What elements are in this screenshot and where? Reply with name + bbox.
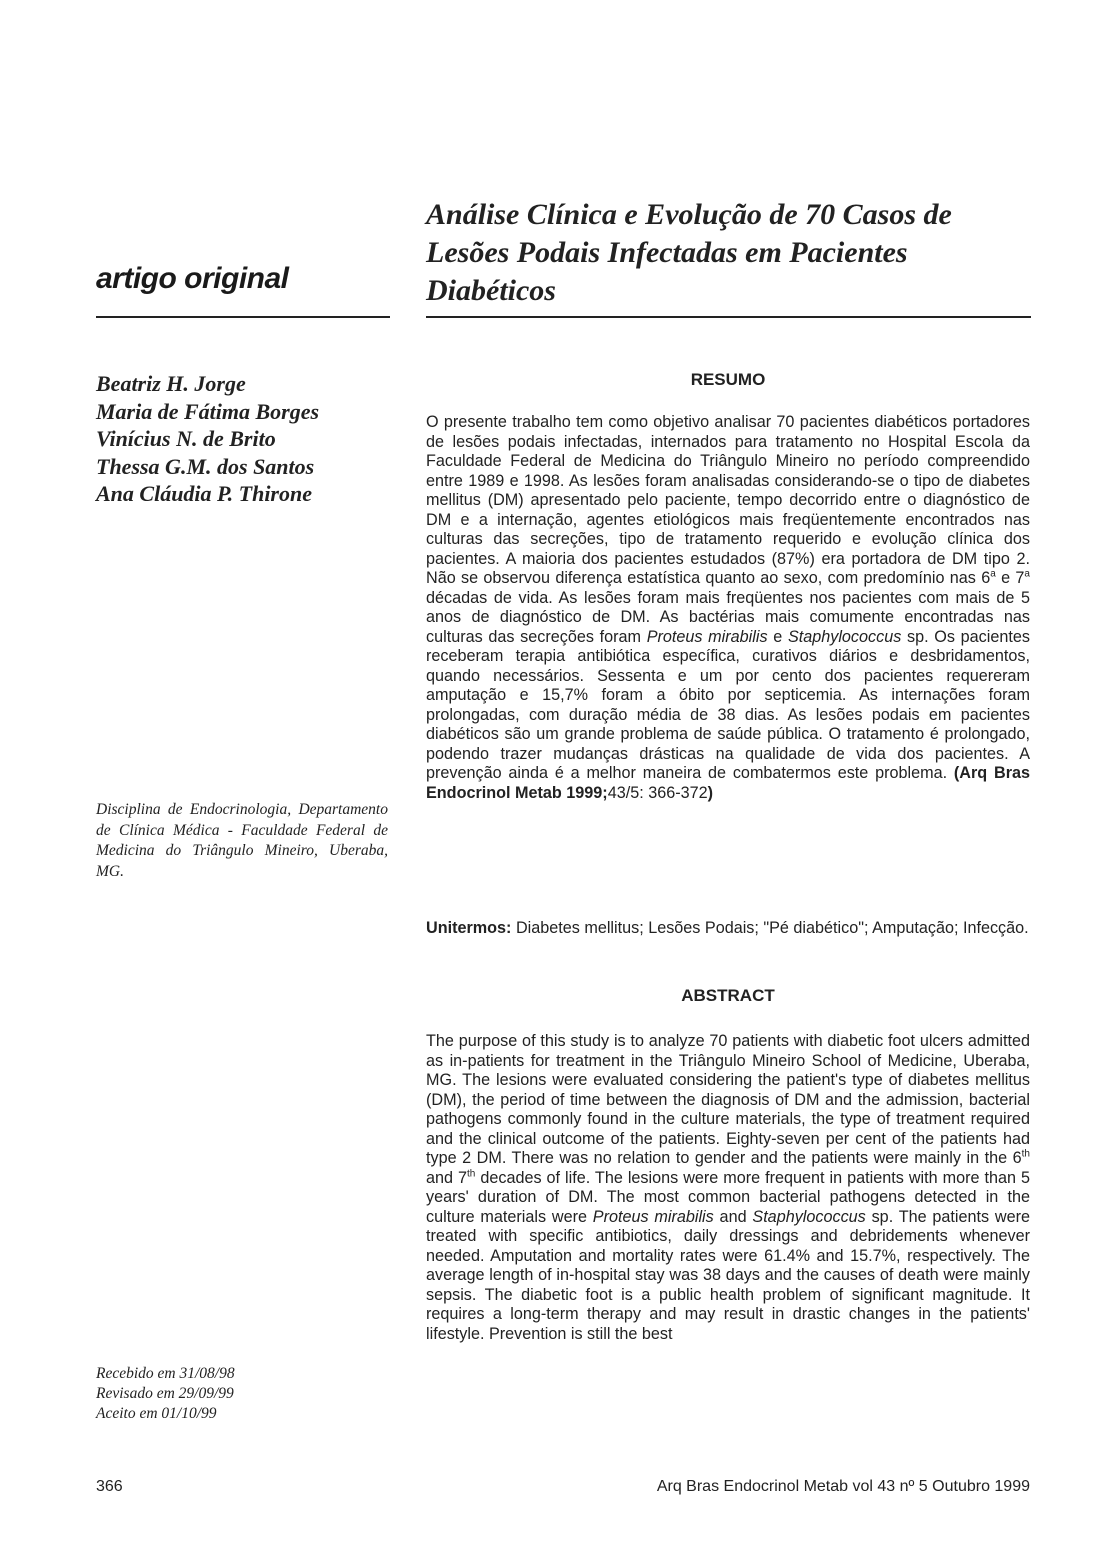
right-rule <box>426 316 1031 318</box>
organism-name: Staphylococcus <box>787 627 902 646</box>
ordinal: a <box>990 568 996 580</box>
abstract-text: decades of life. The lesions were more frequent in patients with more than 5 years' duration of DM. The most common bacterial pathogens detected in the culture materials were <box>426 1168 1030 1226</box>
affiliation: Disciplina de Endocrinologia, Departamento de Clínica Médica - Faculdade Federal de Medicina do Triângulo Mineiro, Uberaba, MG. <box>96 801 388 880</box>
author: Thessa G.M. dos Santos <box>96 453 315 479</box>
abstract-text: The purpose of this study is to analyze 70 patients with diabetic foot ulcers admitted as in-patients for treatment in the Triângulo Mineiro School of Medicine, Uberaba, MG. The lesions were evaluated considering the patient's type of diabetes mellitus (DM), the period of time between the diagnosis of DM and the admission, bacterial pathogens commonly found in the culture materials, the type of treatment required and the clinical outcome of the patients. Eighty-seven per cent of the patients had type 2 DM. There was no relation to gender and the patients were mainly in the 6 <box>426 1032 1030 1167</box>
ordinal: th <box>467 1168 476 1180</box>
journal-citation-close: ) <box>707 783 714 802</box>
organism-name: Staphylococcus <box>752 1207 866 1226</box>
author: Maria de Fátima Borges <box>96 398 320 424</box>
page-number: 366 <box>96 1478 123 1495</box>
author: Ana Cláudia P. Thirone <box>96 481 312 506</box>
resumo-text: e <box>767 627 788 646</box>
left-rule <box>96 316 390 318</box>
unitermos <box>426 919 1030 939</box>
resumo-text: O presente trabalho tem como objetivo analisar 70 pacientes diabéticos portadores de lesões podais infectadas, internados para tratamento no Hospital Escola da Faculdade Federal de Medicina do Triângulo Mineiro no período compreendido entre 1989 e 1998. As lesões foram analisadas considerando-se o tipo de diabetes mellitus (DM) apresentado pelo paciente, tempo decorrido entre o diagnóstico de DM e a internação, agentes etiológicos mais freqüentemente encontrados nas culturas das secreções, tipo de tratamento requerido e evolução clínica dos pacientes. A maioria dos pacientes estudados (87%) era portadora de DM tipo 2. Não se observou diferença estatística quanto ao sexo, com predomínio nas 6 <box>426 413 1030 587</box>
date-accepted: Aceito em 01/10/99 <box>96 1405 217 1422</box>
author-list <box>96 370 396 508</box>
abstract-text: and <box>713 1207 753 1226</box>
abstract-text: and 7 <box>426 1168 468 1187</box>
ordinal: th <box>1021 1148 1030 1160</box>
resumo-heading: RESUMO <box>690 370 766 389</box>
ordinal: a <box>1024 568 1030 580</box>
article-title: Análise Clínica e Evolução de 70 Casos de Lesões Podais Infectadas em Pacientes Diabéticos <box>426 198 952 307</box>
journal-citation-volume: 43/5: 366-372 <box>607 783 708 802</box>
abstract-body <box>426 1032 1030 1344</box>
organism-name: Proteus mirabilis <box>592 1207 714 1226</box>
section-label: artigo original <box>96 262 289 295</box>
footer-citation: Arq Bras Endocrinol Metab vol 43 nº 5 Outubro 1999 <box>656 1478 1030 1495</box>
author: Beatriz H. Jorge <box>96 371 246 396</box>
resumo-body <box>426 413 1030 803</box>
date-revised: Revisado em 29/09/99 <box>96 1385 234 1402</box>
journal-citation: (Arq Bras Endocrinol Metab 1999; <box>426 764 1030 802</box>
unitermos-label: Unitermos: <box>426 919 512 937</box>
author: Vinícius N. de Brito <box>96 426 276 451</box>
submission-dates <box>96 1364 388 1424</box>
resumo-text: décadas de vida. As lesões foram mais freqüentes nos pacientes com mais de 5 anos de diagnóstico de DM. As bactérias mais comumente encontradas nas culturas das secreções foram <box>426 588 1030 646</box>
abstract-text: sp. The patients were treated with specific antibiotics, daily dressings and debridements whenever needed. Amputation and mortality rates were 61.4% and 15.7%, respectively. The average length of in-hospital stay was 38 days and the causes of death were mainly sepsis. The diabetic foot is a public health problem of significant magnitude. It requires a long-term therapy and may result in drastic changes in the patients' lifestyle. Prevention is still the best <box>426 1207 1030 1343</box>
organism-name: Proteus mirabilis <box>646 627 768 646</box>
abstract-heading: ABSTRACT <box>681 986 775 1005</box>
resumo-text: e 7 <box>995 569 1025 587</box>
date-received: Recebido em 31/08/98 <box>96 1365 235 1382</box>
resumo-text: sp. Os pacientes receberam terapia antibiótica específica, curativos diários e desbridamentos, quando necessários. Sessenta e um por cento dos pacientes requereram amputação e 15,7% foram a óbito por septicemia. As internações foram prolongadas, com duração média de 38 dias. As lesões podais em pacientes diabéticos são um grande problema de saúde pública. O tratamento é prolongado, podendo trazer mudanças drásticas na qualidade de vida dos pacientes. A prevenção ainda é a melhor maneira de combatermos este problema. <box>426 627 1030 782</box>
unitermos-text: Diabetes mellitus; Lesões Podais; "Pé diabético"; Amputação; Infecção. <box>511 919 1029 937</box>
